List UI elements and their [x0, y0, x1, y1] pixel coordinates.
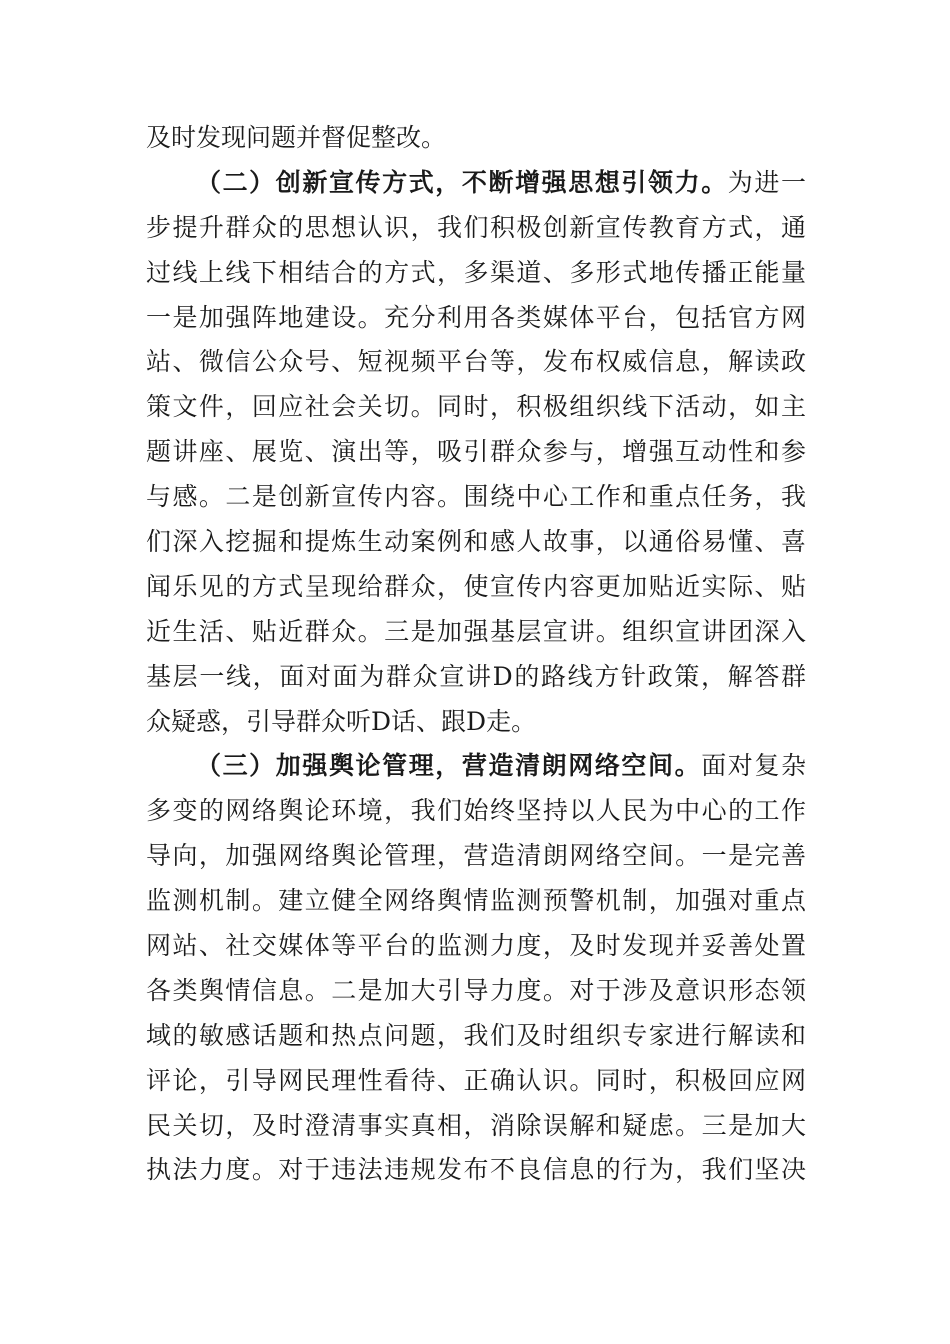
text-line: 评论，引导网民理性看待、正确认识。同时，积极回应网: [146, 1065, 806, 1095]
text-line: 多变的网络舆论环境，我们始终坚持以人民为中心的工作: [146, 796, 806, 826]
section-3-first-line: [146, 744, 806, 789]
text-line: 闻乐见的方式呈现给群众，使宣传内容更加贴近实际、贴: [146, 571, 806, 601]
section-3-lead: 面对复杂: [701, 751, 806, 781]
text-line: 网站、社交媒体等平台的监测力度，及时发现并妥善处置: [146, 931, 806, 961]
text-line: 执法力度。对于违法违规发布不良信息的行为，我们坚决: [146, 1155, 806, 1185]
section-2-heading: （二）创新宣传方式，不断增强思想引领力。: [196, 167, 728, 197]
text-line: 各类舆情信息。二是加大引导力度。对于涉及意识形态领: [146, 975, 806, 1005]
text-line: 策文件，回应社会关切。同时，积极组织线下活动，如主: [146, 392, 806, 422]
section-2-lead: 为进一: [727, 167, 806, 197]
text-line: 与感。二是创新宣传内容。围绕中心工作和重点任务，我: [146, 482, 806, 512]
text-line: 众疑惑，引导群众听D话、跟D走。: [146, 706, 537, 736]
section-2-first-line: [146, 161, 806, 206]
text-line: 近生活、贴近群众。三是加强基层宣讲。组织宣讲团深入: [146, 616, 806, 646]
section-3-heading: （三）加强舆论管理，营造清朗网络空间。: [196, 751, 702, 781]
text-line: 题讲座、展览、演出等，吸引群众参与，增强互动性和参: [146, 437, 806, 467]
text-line: 过线上线下相结合的方式，多渠道、多形式地传播正能量: [146, 257, 806, 287]
text-line: 基层一线，面对面为群众宣讲D的路线方针政策，解答群: [146, 661, 806, 691]
body-text: [146, 116, 806, 1193]
text-line: 监测机制。建立健全网络舆情监测预警机制，加强对重点: [146, 886, 806, 916]
text-line: 步提升群众的思想认识，我们积极创新宣传教育方式，通: [146, 212, 806, 242]
text-line: 一是加强阵地建设。充分利用各类媒体平台，包括官方网: [146, 302, 806, 332]
text-line: 站、微信公众号、短视频平台等，发布权威信息，解读政: [146, 347, 806, 377]
text-line: 域的敏感话题和热点问题，我们及时组织专家进行解读和: [146, 1020, 806, 1050]
text-line: 们深入挖掘和提炼生动案例和感人故事，以通俗易懂、喜: [146, 527, 806, 557]
text-line: 导向，加强网络舆论管理，营造清朗网络空间。一是完善: [146, 841, 806, 871]
text-line: 民关切，及时澄清事实真相，消除误解和疑虑。三是加大: [146, 1110, 806, 1140]
text-line: 及时发现问题并督促整改。: [146, 123, 447, 152]
